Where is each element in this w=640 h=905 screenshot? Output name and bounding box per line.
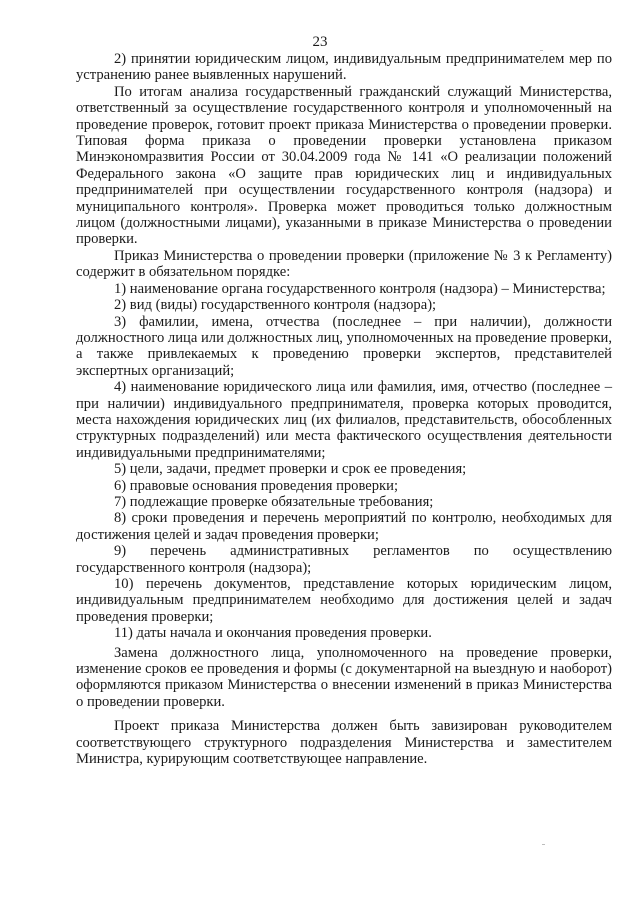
list-item-9: 9) перечень административных регламентов по осуществлению государственного контроля (надзора);	[76, 543, 612, 576]
list-item-7: 7) подлежащие проверке обязательные требования;	[114, 493, 434, 510]
list-item-1: 1) наименование органа государственного контроля (надзора) – Министерства;	[114, 280, 606, 297]
paragraph-order-preparation: По итогам анализа государственный гражданский служащий Министерства, ответственный за осуществление государственного контроля и уполномоченный на проведение проверок, готовит проект приказа Министерства о проведении проверки. Типовая форма приказа о проведении проверки установлена приказом Минэкономразвития России от 30.04.2009 года № 141 «О реализации положений Федерального закона «О защите прав юридических лиц и индивидуальных предпринимателей при осуществлении государственного контроля (надзора) и муниципального контроля». Проверка может проводиться только должностным лицом (должностными лицами), указанными в приказе Министерства о проведении проверки.	[76, 83, 612, 248]
list-item-5: 5) цели, задачи, предмет проверки и срок ее проведения;	[114, 461, 467, 478]
list-item-11: 11) даты начала и окончания проведения проверки.	[114, 625, 432, 642]
paragraph-order-contents-intro: Приказ Министерства о проведении проверки (приложение № 3 к Регламенту) содержит в обязательном порядке:	[76, 247, 612, 281]
list-item-6: 6) правовые основания проведения проверки;	[114, 477, 399, 494]
paragraph-inspector-replacement: Замена должностного лица, уполномоченного на проведение проверки, изменение сроков ее проведения и формы (с документарной на выездную и наоборот) оформляются приказом Министерства о внесении изменений в приказ Министерства о проведении проверки.	[76, 644, 612, 710]
list-item-2: 2) вид (виды) государственного контроля (надзора);	[114, 297, 437, 314]
list-item-3: 3) фамилии, имена, отчества (последнее – при наличии), должности должностного лица или должностных лиц, уполномоченных на проведение проверки, а также привлекаемых к проведению проверки экспертов, представителей экспертных организаций;	[76, 313, 612, 379]
document-body	[76, 51, 612, 767]
list-item-4: 4) наименование юридического лица или фамилия, имя, отчество (последнее – при наличии) индивидуального предпринимателя, проверка которых проводится, места нахождения юридических лиц (их филиалов, представительств, обособленных структурных подразделений) или места фактического осуществления деятельности индивидуальными предпринимателями;	[76, 379, 612, 461]
paragraph-order-approval: Проект приказа Министерства должен быть завизирован руководителем соответствующего структурного подразделения Министерства и заместителем Министра, курирующим соответствующее направление.	[76, 718, 612, 768]
list-item-8: 8) сроки проведения и перечень мероприятий по контролю, необходимых для достижения целей и задач проведения проверки;	[76, 510, 612, 543]
scan-mark	[542, 844, 545, 845]
page-number: 23	[312, 34, 328, 50]
list-item-10: 10) перечень документов, представление которых юридическим лицом, индивидуальным предпринимателем необходимо для достижения целей и задач проведения проверки;	[76, 576, 612, 625]
paragraph-item-2-measures: 2) принятии юридическим лицом, индивидуальным предпринимателем мер по устранению ранее выявленных нарушений.	[76, 51, 612, 84]
scan-mark	[540, 50, 543, 51]
